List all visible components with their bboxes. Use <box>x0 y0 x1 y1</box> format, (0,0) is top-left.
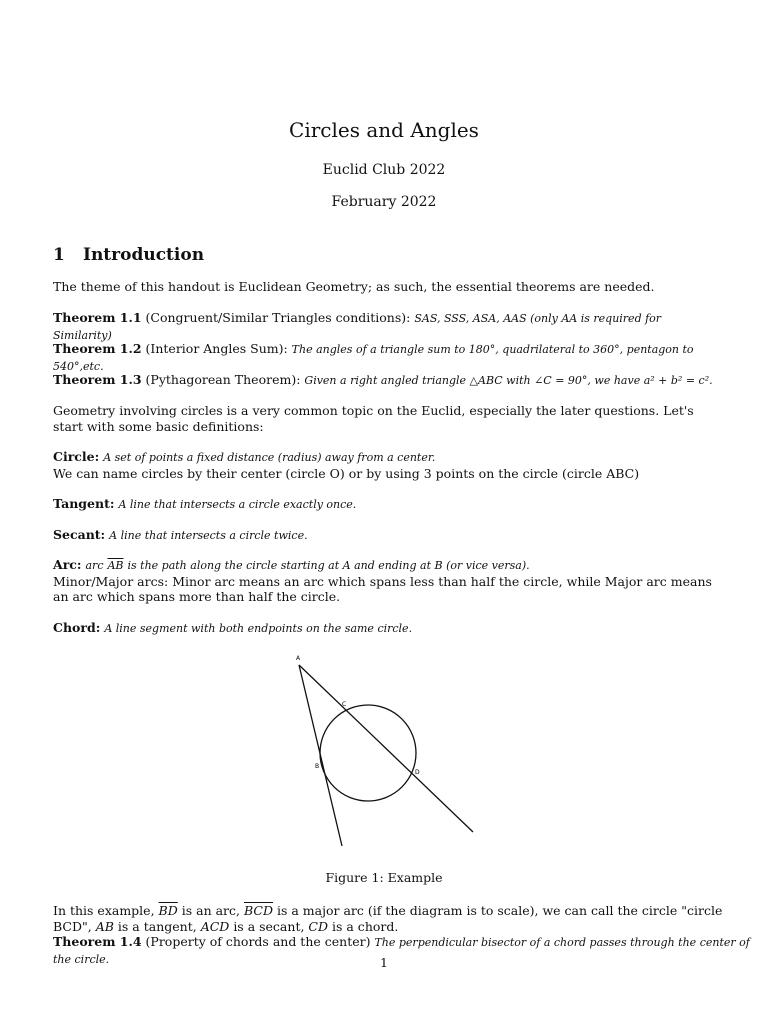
theorem-name: (Interior Angles Sum): <box>145 341 288 356</box>
intro-paragraph: The theme of this handout is Euclidean Geometry; as such, the essential theorems are needed. <box>53 279 655 294</box>
theorem-label: Theorem 1.2 <box>53 341 142 356</box>
definition-tangent <box>53 496 723 513</box>
theorem-name: (Property of chords and the center) <box>145 934 371 949</box>
theorem-1-1 <box>53 310 723 343</box>
theorem-statement: SAS, SSS, ASA, AAS (only AA is required for Similarity) <box>53 312 662 342</box>
example-text: is a tangent, <box>117 918 197 934</box>
theorem-statement: Given a right angled triangle △ABC with ∠C = 90°, we have a² + b² = c². <box>304 374 713 387</box>
theorem-1-3 <box>53 372 723 389</box>
definition-text-pre: arc <box>85 559 104 572</box>
definition-term: Tangent: <box>53 496 115 511</box>
figure-diagram <box>260 648 500 858</box>
theorem-1-2 <box>53 341 723 374</box>
example-text: is a chord. <box>332 918 399 934</box>
figure-caption: Figure 1: Example <box>325 870 443 885</box>
example-text: is an arc, <box>181 903 240 918</box>
theorem-label: Theorem 1.3 <box>53 372 142 387</box>
point-label-c: C <box>342 701 347 708</box>
definition-note: Minor/Major arcs: Minor arc means an arc which spans less than half the circle, while Major arc means an arc which spans more than half the circle. <box>53 573 712 604</box>
document-organization: Euclid Club 2022 <box>322 162 446 178</box>
example-text: In this example, <box>53 903 155 918</box>
definition-note: We can name circles by their center (circle O) or by using 3 points on the circle (circle ABC) <box>53 465 640 481</box>
theorem-label: Theorem 1.4 <box>53 934 142 949</box>
example-paragraph <box>53 903 723 934</box>
math-segment: AB <box>95 918 114 934</box>
document-date: February 2022 <box>331 194 437 210</box>
arc-notation: $\overline{BD}$ <box>158 903 178 918</box>
arc-notation: $\overline{BCD}$ <box>243 903 273 918</box>
definition-text: A line that intersects a circle exactly once. <box>118 498 357 511</box>
theorem-label: Theorem 1.1 <box>53 310 142 325</box>
arc-notation: $\overline{AB}$ <box>107 559 124 572</box>
theorem-name: (Congruent/Similar Triangles conditions): <box>145 310 411 325</box>
definition-term: Arc: <box>53 557 82 572</box>
definition-term: Chord: <box>53 620 101 635</box>
definition-text: A set of points a fixed distance (radius) away from a center. <box>103 451 436 464</box>
point-label-d: D <box>415 769 420 776</box>
section-number: 1 <box>53 245 65 265</box>
circles-intro-paragraph: Geometry involving circles is a very common topic on the Euclid, especially the later questions. Let's start with some basic definitions: <box>53 403 694 434</box>
point-label-b: B <box>315 763 320 770</box>
definition-text: A line that intersects a circle twice. <box>109 529 308 542</box>
secant-line <box>299 665 473 832</box>
definition-term: Secant: <box>53 527 106 542</box>
theorem-statement: The angles of a triangle sum to 180°, quadrilateral to 360°, pentagon to 540°,etc. <box>53 343 694 373</box>
circle-shape <box>320 705 416 801</box>
math-segment: CD <box>308 918 329 934</box>
theorem-name: (Pythagorean Theorem): <box>145 372 301 387</box>
definition-text-post: is the path along the circle starting at A and ending at B (or vice versa). <box>127 559 530 572</box>
definition-text: A line segment with both endpoints on the same circle. <box>104 622 413 635</box>
point-label-a: A <box>296 655 301 662</box>
example-text: is a major arc (if the diagram is to scale), we can call the circle "circle BCD", <box>53 903 723 934</box>
section-title: Introduction <box>83 245 205 265</box>
definition-chord <box>53 620 723 637</box>
example-text: is a secant, <box>233 918 305 934</box>
math-segment: ACD <box>200 918 230 934</box>
definition-circle <box>53 449 723 481</box>
document-title: Circles and Angles <box>289 118 479 142</box>
theorem-statement: The perpendicular bisector of a chord passes through the center of the circle. <box>53 936 750 966</box>
page-number: 1 <box>380 955 388 970</box>
definition-arc <box>53 557 723 605</box>
section-heading <box>53 245 204 265</box>
definition-term: Circle: <box>53 449 100 464</box>
tangent-line <box>299 665 342 846</box>
definition-secant <box>53 527 723 544</box>
